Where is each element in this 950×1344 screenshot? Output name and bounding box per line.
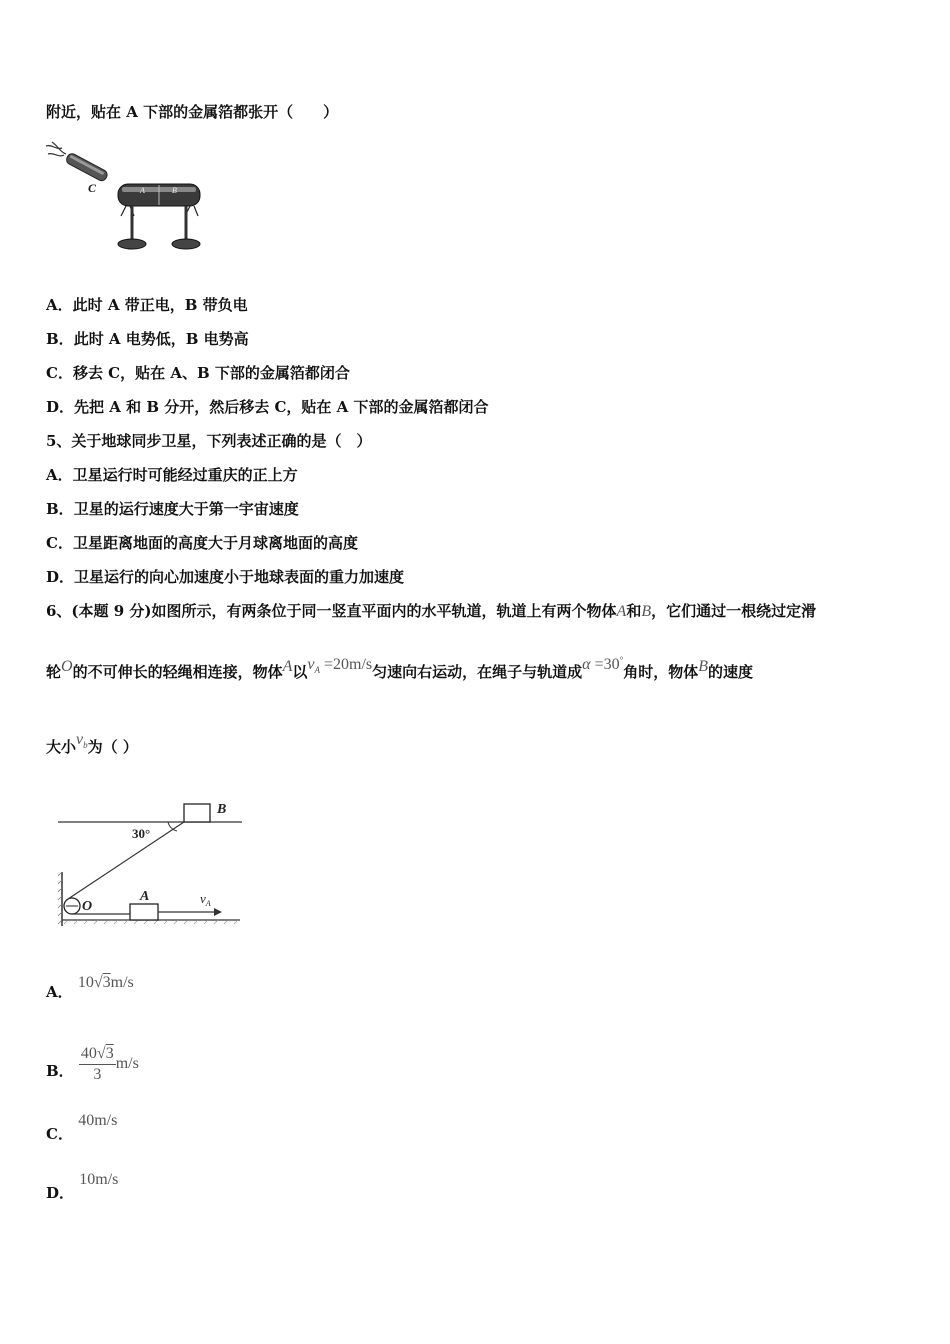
block-a-label: A (140, 889, 150, 904)
q4-option-d: D．先把 A 和 B 分开，然后移去 C，贴在 A 下部的金属箔都闭合 (46, 398, 489, 416)
q4-option-c: C．移去 C，贴在 A、B 下部的金属箔都闭合 (46, 364, 350, 382)
pulley-label: O (82, 899, 93, 914)
angle-label: 30° (132, 826, 151, 841)
q6-figure (54, 796, 246, 936)
q4-stem-tail: 附近，贴在 A 下部的金属箔都张开（ ） (46, 103, 339, 121)
q4-option-a: A．此时 A 带正电，B 带负电 (46, 296, 248, 314)
symbol-b: B (641, 603, 652, 620)
q4-option-b: B．此时 A 电势低，B 电势高 (46, 330, 249, 348)
q5-option-d: D．卫星运行的向心加速度小于地球表面的重力加速度 (46, 568, 405, 586)
velocity-a-expr: $v_A =20m/s$ (307, 656, 373, 675)
velocity-label: $v_A$ (200, 891, 211, 908)
block-b-label: B (217, 802, 227, 817)
conductor-b-label: B (172, 186, 177, 195)
q5-stem: 5、关于地球同步卫星，下列表述正确的是（ ） (46, 432, 372, 450)
angle-expr: α =30° (582, 655, 624, 673)
option-a-value: 10√3m/s (77, 974, 134, 991)
option-d-value: 10m/s (79, 1171, 119, 1188)
q6-option-b: B． $\frac{40√3}{3}$ m/s (46, 1045, 139, 1083)
block-b (184, 804, 210, 822)
q6-stem-line1: 6、(本题 9 分)如图所示，有两条位于同一竖直平面内的水平轨道，轨道上有两个物体A和B，它们通过一根绕过定滑 (46, 602, 817, 620)
q6-option-c: C． 40m/s (46, 1112, 118, 1143)
symbol-a: A (616, 603, 627, 620)
symbol-a-2: A (282, 658, 293, 675)
option-c-value: 40m/s (78, 1112, 118, 1129)
velocity-arrow-head (214, 908, 222, 916)
q5-option-b: B．卫星的运行速度大于第一宇宙速度 (46, 500, 299, 518)
q5-option-a: A．卫星运行时可能经过重庆的正上方 (46, 466, 298, 484)
q4-figure (44, 140, 216, 258)
q6-option-d: D． 10m/s (46, 1171, 119, 1202)
symbol-b-2: B (698, 658, 708, 675)
q6-stem-line2: 轮O的不可伸长的轻绳相连接，物体A以$v_A =20m/s$匀速向右运动，在绳子与轨道成α =30°角时，物体B的速度 (46, 655, 754, 681)
hand-sketch (46, 142, 66, 156)
q6-stem-line3: 大小$v_b$为（ ） (46, 731, 138, 756)
block-a (130, 904, 158, 920)
option-b-value: $\frac{40√3}{3}$ m/s (80, 1045, 139, 1083)
q5-option-c: C．卫星距离地面的高度大于月球离地面的高度 (46, 534, 358, 552)
rod-c (65, 152, 109, 182)
q6-option-a: A． 10√3m/s (46, 974, 134, 1001)
velocity-b-symbol: $v_b$ (76, 731, 88, 750)
conductor-a-label: A (140, 186, 145, 195)
symbol-o: O (61, 658, 73, 675)
rod-c-label: C (88, 181, 97, 195)
